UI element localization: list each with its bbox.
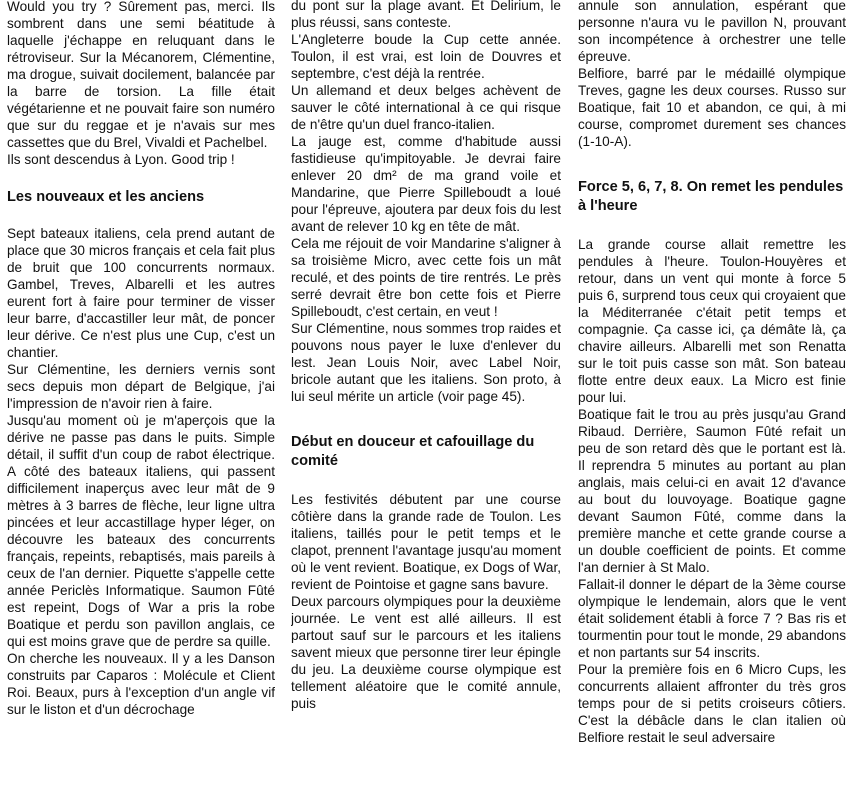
paragraph: La grande course allait remettre les pendules à l'heure. Toulon-Houyères et retour, dans un vent qui monte à force 5 puis 6, surprend tous ceux qui croyaient que la Méditerranée c'était petit temps et compagnie. Ça casse ici, ça démâte là, ça chavire ailleurs. Albarelli met son Renatta sur le toit puis casse son mât. Son bateau flotte entre deux eaux. La Micro est finie pour lui.	[578, 237, 846, 405]
paragraph: annule son annulation, espérant que personne n'aura vu le pavillon N, prouvant son incompétence à orchestrer une telle épreuve.	[578, 0, 846, 64]
paragraph: du pont sur la plage avant. Et Delirium, le plus réussi, sans conteste.	[291, 0, 561, 30]
paragraph: Pour la première fois en 6 Micro Cups, les concurrents allaient affronter du très gros temps pour de si petits croiseurs côtiers. C'est la débâcle dans le clan italien où Belfiore restait le seul adversaire	[578, 662, 846, 745]
paragraph: On cherche les nouveaux. Il y a les Danson construits par Caparos : Molécule et Client Roi. Beaux, purs à l'exception d'un angle vif sur le liston et d'un décrochage	[7, 651, 275, 717]
section-heading: Force 5, 6, 7, 8. On remet les pendules à l'heure	[578, 179, 844, 214]
text-column-3	[578, 0, 846, 793]
paragraph: Cela me réjouit de voir Mandarine s'aligner à sa troisième Micro, avec cette fois un mât reculé, et des points de tire rentrés. Le près serré devrait être bon cette fois et Pierre Spilleboudt, c'est certain, en veut !	[291, 236, 561, 319]
paragraph: La jauge est, comme d'habitude aussi fastidieuse qu'impitoyable. Je devrai faire enlever 20 dm² de ma grand voile et Mandarine, que Pierre Spilleboudt a loué pour l'épreuve, ajoutera par deux fois du lest avant de relever 10 kg en tête de mât.	[291, 134, 561, 234]
paragraph: Deux parcours olympiques pour la deuxième journée. Le vent est allé ailleurs. Il est partout sauf sur le parcours et les italiens savent mieux que personne tirer leur épingle du jeu. La deuxième course olympique est tellement aléatoire que le comité annule, puis	[291, 594, 561, 711]
section-heading: Début en douceur et cafouillage du comité	[291, 434, 535, 469]
text-column-2	[291, 0, 561, 793]
paragraph: Fallait-il donner le départ de la 3ème course olympique le lendemain, alors que le vent était solidement établi à force 7 ? Bas ris et tourmentin pour tout le monde, 29 abandons et non partants sur 54 inscrits.	[578, 577, 846, 660]
paragraph: L'Angleterre boude la Cup cette année. Toulon, il est vrai, est loin de Douvres et septembre, c'est déjà la rentrée.	[291, 32, 561, 81]
paragraph: Les festivités débutent par une course côtière dans la grande rade de Toulon. Les italiens, taillés pour le petit temps et le clapot, prennent l'avantage jusqu'au moment où le vent revient. Boatique, ex Dogs of War, revient de Pointoise et gagne sans bavure.	[291, 492, 561, 592]
paragraph: Boatique fait le trou au près jusqu'au Grand Ribaud. Derrière, Saumon Fûté refait un peu de son retard dès que le portant est là. Il reprendra 5 minutes au portant au plan anglais, mais celui-ci en avait 12 d'avance au bout du louvoyage. Boatique gagne devant Saumon Fûté, comme dans la première manche et cette grande course a un double coefficient de points. Et comme l'an dernier à St Malo.	[578, 407, 846, 575]
paragraph: Ils sont descendus à Lyon. Good trip !	[7, 152, 235, 167]
text-column-1	[7, 0, 275, 793]
paragraph: Would you try ? Sûrement pas, merci. Ils sombrent dans une semi béatitude à laquelle j'échappe en reluquant dans le rétroviseur. Sur la Mécanorem, Clémentine, ma drogue, suivait docilement, balancée par la barre de torsion. La fille était végétarienne et ne pouvait faire son numéro que sur du reggae et je n'avais sur mes cassettes que du Brel, Vivaldi et Pachelbel.	[7, 0, 275, 150]
paragraph: Sur Clémentine, nous sommes trop raides et pouvons nous payer le luxe d'enlever du lest. Jean Louis Noir, avec Label Noir, bricole autant que les italiens. Son proto, à lui seul mérite un article (voir page 45).	[291, 321, 561, 404]
section-heading: Les nouveaux et les anciens	[7, 189, 205, 205]
paragraph: Sur Clémentine, les derniers vernis sont secs depuis mon départ de Belgique, j'ai l'impression de n'avoir rien à faire.	[7, 362, 275, 411]
paragraph: Belfiore, barré par le médaillé olympique Treves, gagne les deux courses. Russo sur Boatique, fait 10 et abandon, ce qui, à mi course, compromet durement ses chances (1-10-A).	[578, 66, 846, 149]
paragraph: Un allemand et deux belges achèvent de sauver le côté international à ce qui risque de n'être qu'un duel franco-italien.	[291, 83, 561, 132]
paragraph: Sept bateaux italiens, cela prend autant de place que 30 micros français et cela fait plus de bruit que 100 concurrents normaux. Gambel, Treves, Albarelli et les autres eurent fort à faire pour terminer de visser leur barre, d'accastiller leur mât, de poncer leur dérive. Ce n'est plus une Cup, c'est un chantier.	[7, 226, 275, 360]
paragraph: Jusqu'au moment où je m'aperçois que la dérive ne passe pas dans le puits. Simple détail, il suffit d'un coup de rabot électrique. A côté des bateaux italiens, qui passent difficilement inaperçus avec leur mât de 9 mètres à 3 barres de flèche, leur ligne ultra pincées et leur accastillage hyper léger, on découvre les bateaux des concurrents français, repeints, rebaptisés, mais pareils à ceux de l'an dernier. Piquette s'appelle cette année Periclès Informatique. Saumon Fûté est repeint, Dogs of War a pris la robe Boatique et perdu son pavillon anglais, ce qui est moins grave que de perdre sa quille.	[7, 413, 275, 649]
